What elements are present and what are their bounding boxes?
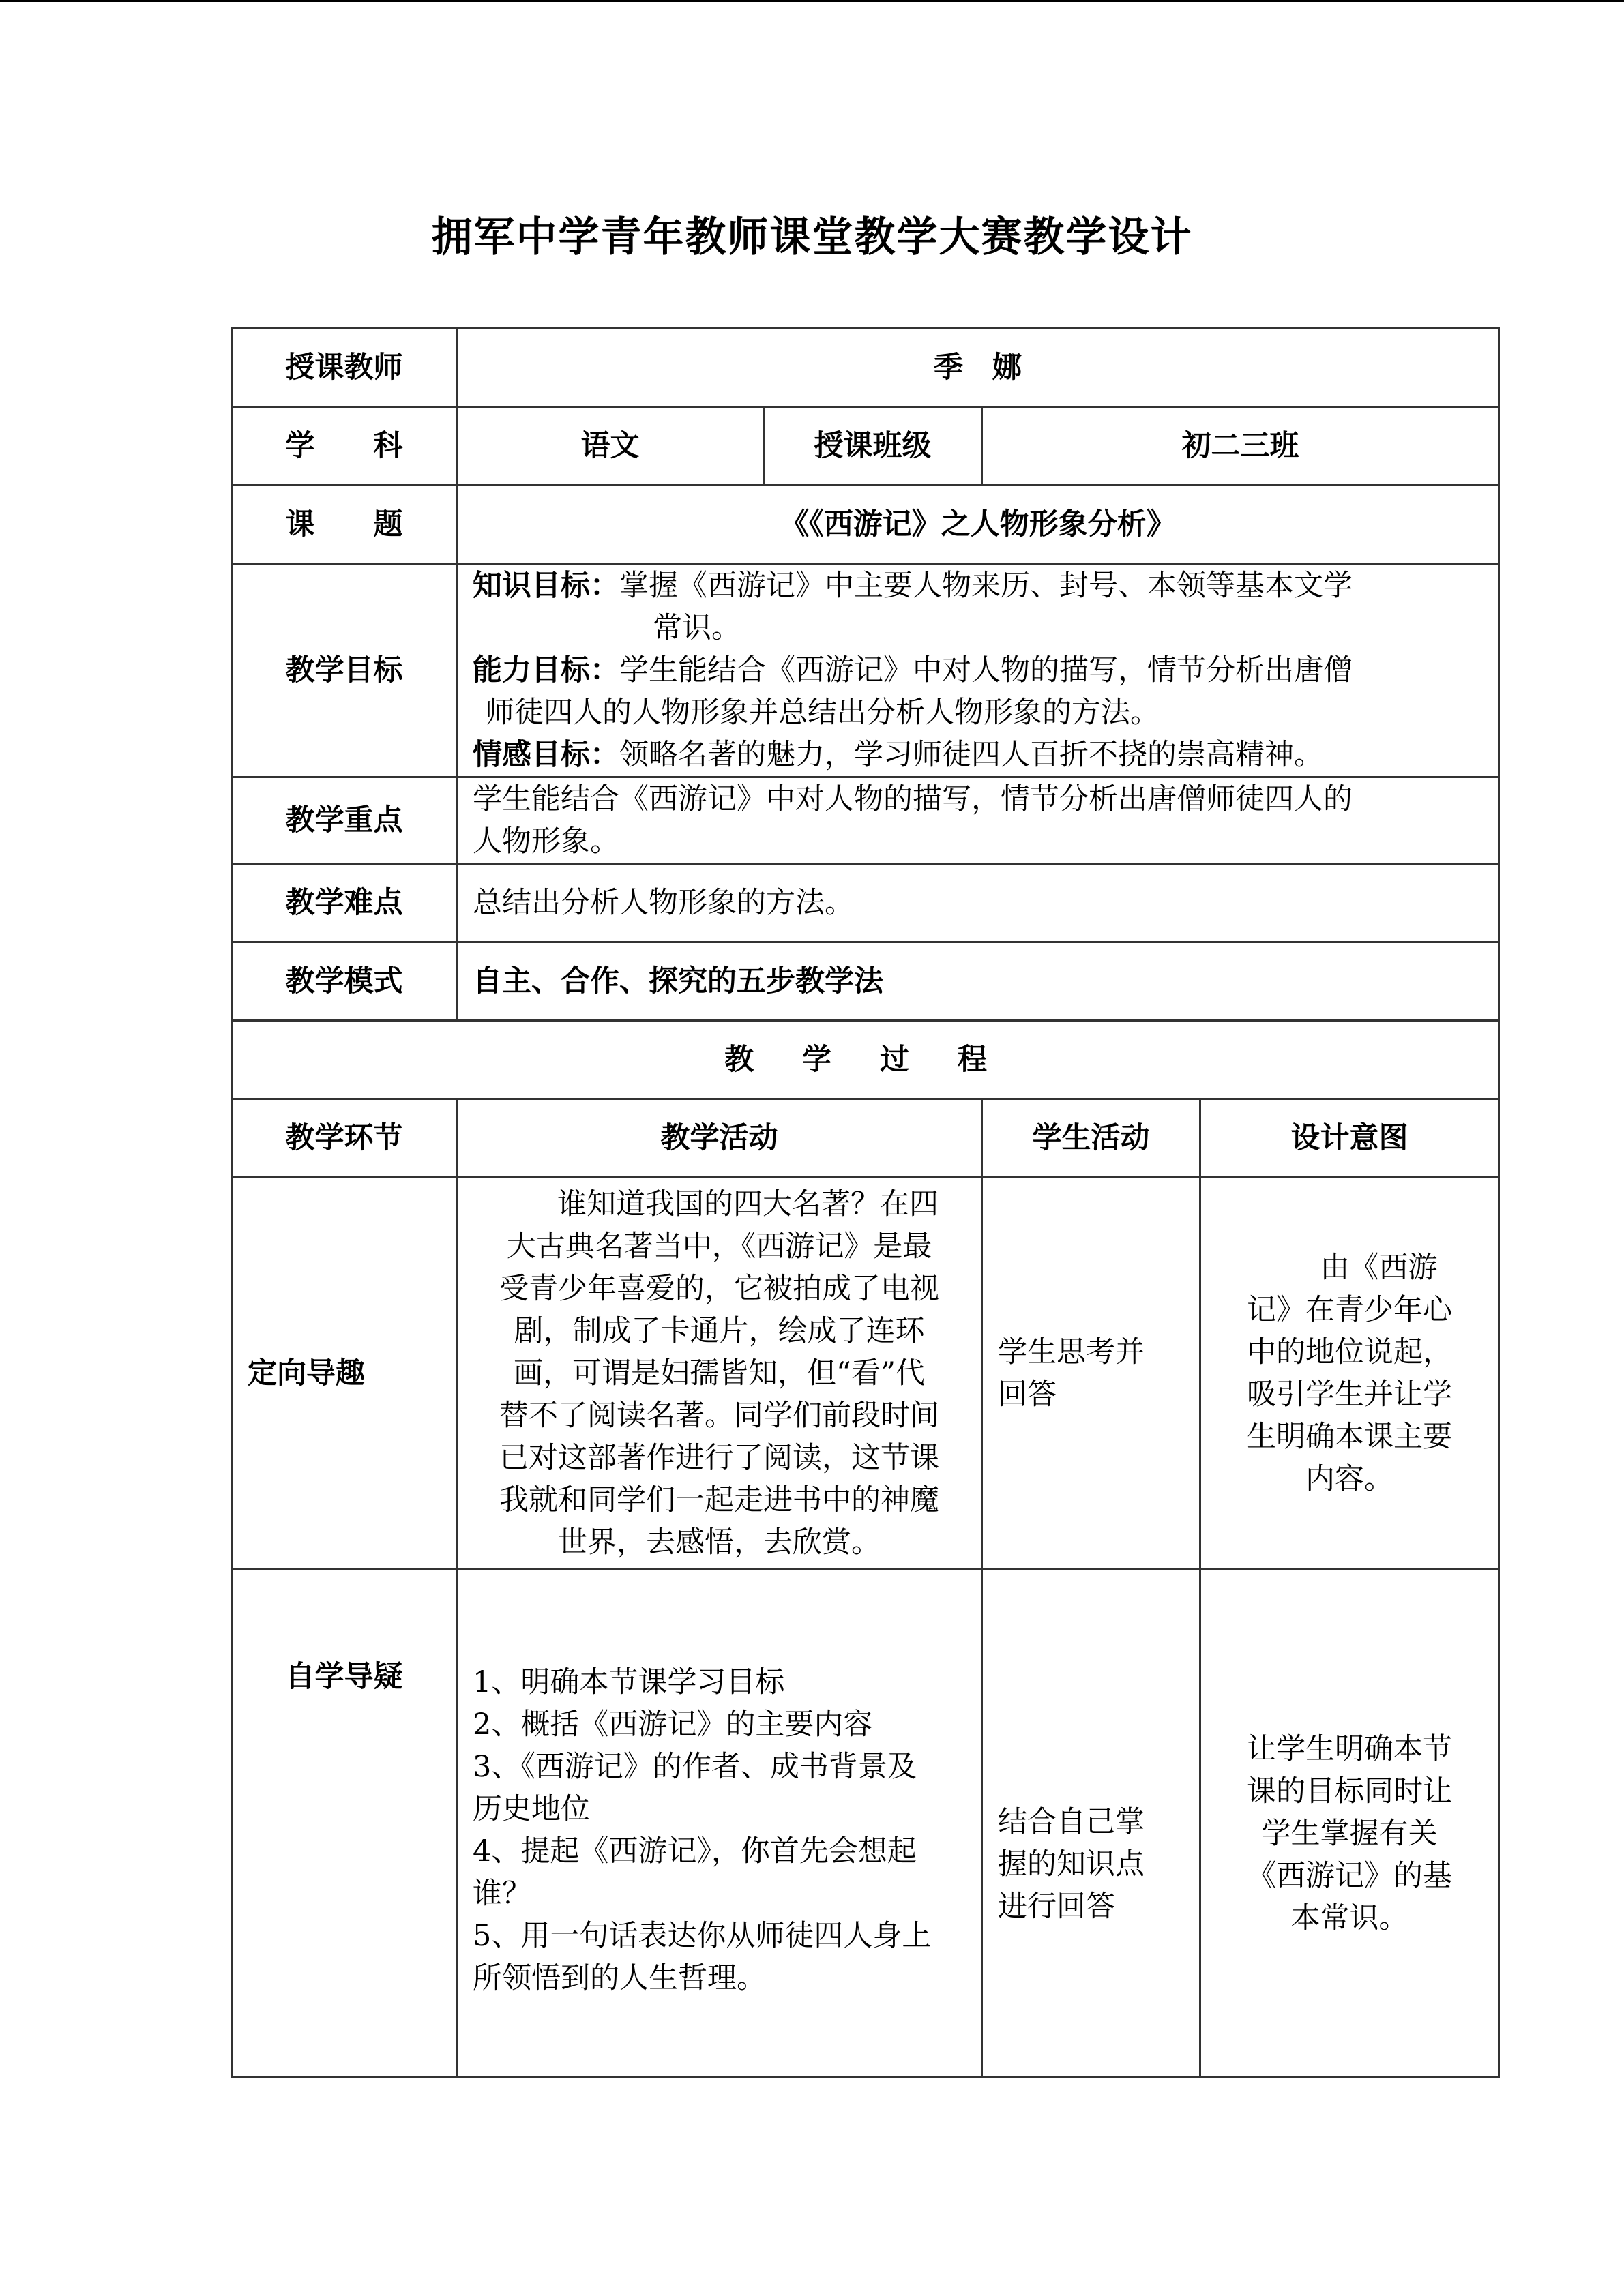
col-stage-header: 教学环节 (232, 1099, 457, 1178)
topic-value: 《《西游记》之人物形象分析》 (457, 486, 1499, 564)
activity-line: 替不了阅读名著。同学们前段时间 (499, 1399, 939, 1433)
col-activity-header: 教学活动 (457, 1099, 982, 1178)
key-point-content (457, 777, 1499, 864)
class-value: 初二三班 (982, 407, 1499, 486)
intent-line: 生明确本课主要 (1247, 1420, 1453, 1454)
difficulty-label: 教学难点 (232, 864, 457, 942)
intent-line: 由《西游 (1320, 1251, 1438, 1285)
mode-row (232, 942, 1499, 1021)
student-line: 握的知识点 (998, 1847, 1145, 1881)
process-row-1 (232, 1178, 1499, 1570)
intent-cell-2 (1200, 1570, 1499, 2078)
activity-cell-1 (457, 1178, 982, 1570)
intent-line: 学生掌握有关 (1261, 1817, 1438, 1851)
difficulty-value: 总结出分析人物形象的方法。 (457, 864, 1499, 942)
process-header-row (232, 1021, 1499, 1099)
topic-row (232, 486, 1499, 564)
column-header-row (232, 1099, 1499, 1178)
top-border-line (0, 0, 1624, 2)
activity-line: 剧，制成了卡通片，绘成了连环 (514, 1314, 925, 1348)
knowledge-goal (473, 565, 1483, 607)
intent-line: 《西游记》的基 (1247, 1859, 1453, 1893)
key-point-label: 教学重点 (232, 777, 457, 864)
stage-cell-2: 自学导疑 (232, 1570, 457, 2078)
knowledge-goal-cont: 常识。 (653, 611, 741, 645)
lesson-design-table (231, 327, 1500, 2078)
goals-row (232, 564, 1499, 777)
activity-line: 2、概括《西游记》的主要内容 (473, 1708, 873, 1742)
col-student-header: 学生活动 (982, 1099, 1200, 1178)
intent-line: 让学生明确本节 (1247, 1732, 1453, 1766)
stage-cell-1: 定向导趣 (232, 1178, 457, 1570)
teacher-row (232, 329, 1499, 407)
intent-line: 课的目标同时让 (1247, 1774, 1453, 1808)
knowledge-goal-label: 知识目标： (473, 569, 619, 603)
student-line: 结合自己掌 (998, 1805, 1145, 1839)
difficulty-row (232, 864, 1499, 942)
emotion-goal-label: 情感目标： (473, 738, 619, 772)
intent-cell-1 (1200, 1178, 1499, 1570)
student-cell-2 (982, 1570, 1200, 2078)
activity-line: 已对这部著作进行了阅读，这节课 (499, 1441, 939, 1475)
ability-goal-cont: 师徒四人的人物形象并总结出分析人物形象的方法。 (485, 696, 1160, 730)
intent-line: 吸引学生并让学 (1247, 1377, 1453, 1412)
intent-line: 中的地位说起， (1247, 1335, 1453, 1369)
student-line: 回答 (998, 1377, 1057, 1412)
student-cell-1 (982, 1178, 1200, 1570)
ability-goal-label: 能力目标： (473, 653, 619, 687)
key-point-line1: 学生能结合《西游记》中对人物的描写，情节分析出唐僧师徒四人的 (473, 782, 1353, 816)
emotion-goal-text: 领略名著的魅力，学习师徒四人百折不挠的崇高精神。 (619, 738, 1323, 772)
activity-cell-2 (457, 1570, 982, 2078)
goals-label: 教学目标 (232, 564, 457, 777)
topic-label: 课 题 (232, 486, 457, 564)
teacher-label: 授课教师 (232, 329, 457, 407)
student-line: 学生思考并 (998, 1335, 1145, 1369)
col-intent-header: 设计意图 (1200, 1099, 1499, 1178)
activity-line: 所领悟到的人生哲理。 (473, 1961, 766, 1995)
process-row-2 (232, 1570, 1499, 2078)
key-point-line2: 人物形象。 (473, 824, 619, 859)
intent-line: 记》在青少年心 (1247, 1293, 1453, 1327)
activity-line: 我就和同学们一起走进书中的神魔 (499, 1483, 939, 1517)
intent-line: 内容。 (1305, 1462, 1394, 1496)
class-label: 授课班级 (764, 407, 982, 486)
intent-line: 本常识。 (1290, 1901, 1408, 1935)
activity-line: 5、用一句话表达你从师徒四人身上 (473, 1919, 932, 1953)
activity-line: 画，可谓是妇孺皆知，但“看”代 (514, 1356, 925, 1390)
key-point-row (232, 777, 1499, 864)
activity-line: 谁？ (473, 1877, 531, 1911)
goals-content (457, 564, 1499, 777)
activity-line: 1、明确本节课学习目标 (473, 1665, 785, 1699)
activity-line: 历史地位 (473, 1792, 590, 1826)
mode-value: 自主、合作、探究的五步教学法 (457, 942, 1499, 1021)
activity-line: 4、提起《西游记》，你首先会想起 (473, 1834, 917, 1868)
process-heading: 教 学 过 程 (232, 1021, 1499, 1099)
subject-value: 语文 (457, 407, 764, 486)
ability-goal (473, 649, 1483, 691)
ability-goal-text: 学生能结合《西游记》中对人物的描写，情节分析出唐僧 (619, 653, 1353, 687)
teacher-value: 季 娜 (457, 329, 1499, 407)
emotion-goal (473, 734, 1483, 776)
subject-row (232, 407, 1499, 486)
mode-label: 教学模式 (232, 942, 457, 1021)
activity-line: 3、《西游记》的作者、成书背景及 (473, 1750, 917, 1784)
knowledge-goal-text: 掌握《西游记》中主要人物来历、封号、本领等基本文学 (619, 569, 1353, 603)
subject-label: 学 科 (232, 407, 457, 486)
activity-line: 世界，去感悟，去欣赏。 (558, 1525, 881, 1560)
activity-line: 受青少年喜爱的，它被拍成了电视 (499, 1272, 939, 1306)
student-line: 进行回答 (998, 1890, 1115, 1924)
activity-line: 大古典名著当中，《西游记》是最 (506, 1229, 932, 1264)
activity-line: 谁知道我国的四大名著？在四 (557, 1187, 939, 1221)
page-title: 拥军中学青年教师课堂教学大赛教学设计 (431, 213, 1193, 261)
